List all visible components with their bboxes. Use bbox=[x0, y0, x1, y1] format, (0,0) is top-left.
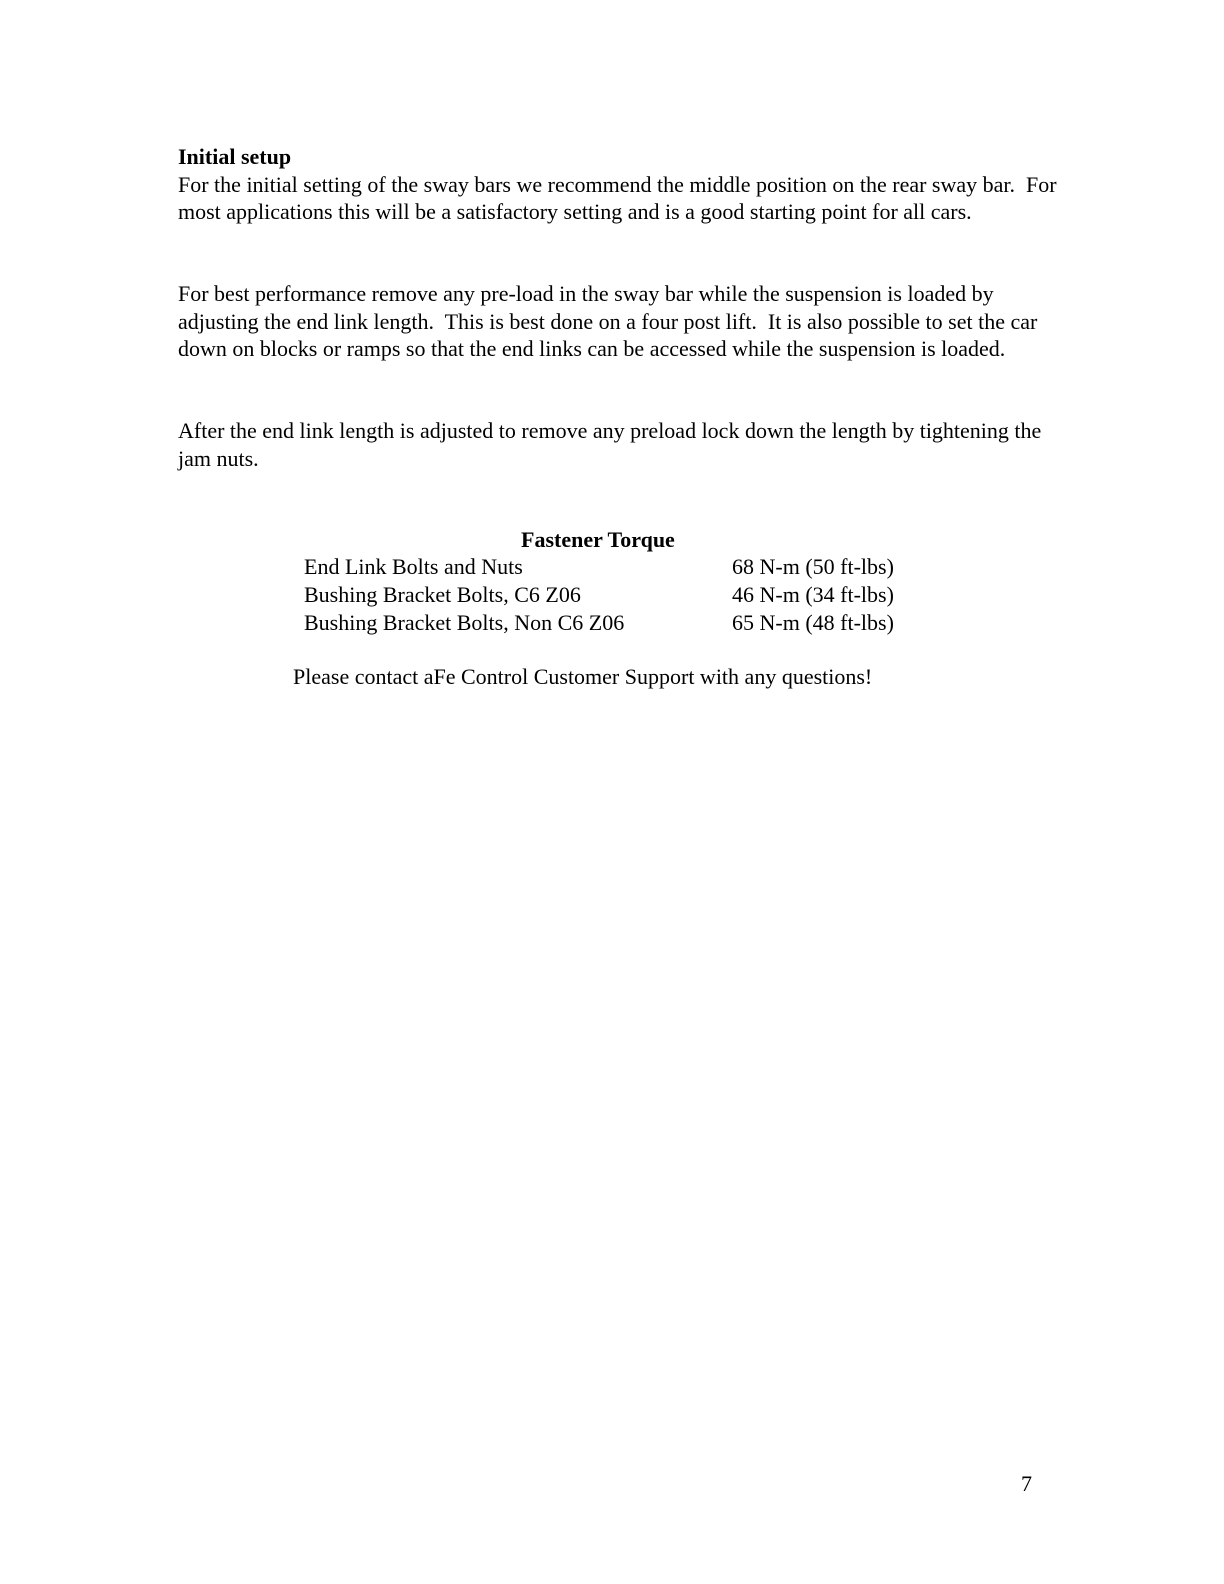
torque-row bbox=[304, 581, 924, 609]
page-number: 7 bbox=[1021, 1471, 1032, 1496]
torque-value: 68 N-m (50 ft-lbs) bbox=[732, 554, 894, 579]
torque-row bbox=[304, 609, 924, 637]
initial-setup-heading: Initial setup bbox=[178, 144, 292, 169]
contact-note: Please contact aFe Control Customer Support with any questions! bbox=[293, 664, 873, 689]
fastener-torque-table bbox=[304, 553, 924, 637]
initial-setup-section bbox=[178, 143, 1058, 226]
torque-row bbox=[304, 553, 924, 581]
torque-item-label: Bushing Bracket Bolts, C6 Z06 bbox=[304, 582, 581, 607]
torque-item-label: Bushing Bracket Bolts, Non C6 Z06 bbox=[304, 610, 625, 635]
fastener-torque-title: Fastener Torque bbox=[521, 527, 675, 552]
initial-setup-paragraph-1: For the initial setting of the sway bars we recommend the middle position on the rear sway bar. For most applications this will be a satisfactory setting and is a good starting point for all cars. bbox=[178, 171, 1057, 224]
torque-item-label: End Link Bolts and Nuts bbox=[304, 554, 523, 579]
initial-setup-paragraph-2: For best performance remove any pre-load in the sway bar while the suspension is loaded by adjusting the end link length. This is best done on a four post lift. It is also possible to set the car down on blocks or ramps so that the end links can be accessed while the suspension is loaded. bbox=[178, 281, 1038, 361]
torque-value: 46 N-m (34 ft-lbs) bbox=[732, 582, 894, 607]
torque-value: 65 N-m (48 ft-lbs) bbox=[732, 610, 894, 635]
initial-setup-paragraph-3: After the end link length is adjusted to remove any preload lock down the length by tightening the jam nuts. bbox=[178, 418, 1042, 471]
